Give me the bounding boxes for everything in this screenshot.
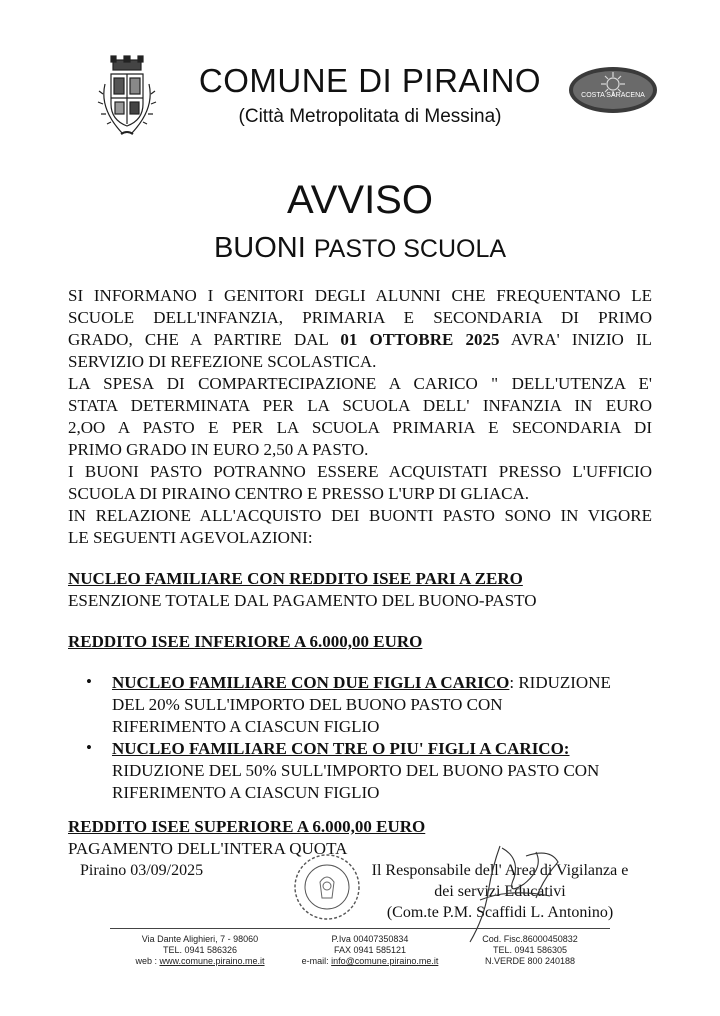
footer-tel2: TEL. 0941 586305 bbox=[492, 945, 568, 955]
bullet-icon: • bbox=[86, 738, 92, 757]
section-text-above: PAGAMENTO DELL'INTERA QUOTA bbox=[68, 839, 348, 858]
footer-address-block bbox=[115, 934, 285, 967]
notice-subtitle-b: PASTO SCUOLA bbox=[313, 235, 507, 263]
notice-subtitle bbox=[0, 232, 720, 265]
handwritten-signature-icon bbox=[440, 838, 580, 948]
footer-web-link[interactable]: www.comune.piraino.me.it bbox=[159, 956, 265, 966]
body-line: LA SPESA DI COMPARTECIPAZIONE A CARICO " DELL'UTENZA E' bbox=[68, 374, 652, 393]
body-line: 2,OO A PASTO E PER LA SCUOLA PRIMARIA E SECONDARIA DI bbox=[68, 418, 652, 437]
bullet-line: RIFERIMENTO A CIASCUN FIGLIO bbox=[112, 783, 380, 802]
footer-address: Via Dante Alighieri, 7 - 98060 bbox=[141, 934, 259, 944]
footer-contact-block bbox=[455, 934, 605, 967]
footer-tax-block bbox=[285, 934, 455, 967]
municipality-subtitle: (Città Metropolitata di Messina) bbox=[238, 106, 502, 127]
body-line: STATA DETERMINATA PER LA SCUOLA DELL' INFANZIA IN EURO bbox=[68, 396, 652, 415]
section-heading-above bbox=[68, 816, 652, 838]
body-line: SCUOLA DI PIRAINO CENTRO E PRESSO L'URP DI GLIACA. bbox=[68, 484, 529, 503]
body-line: LE SEGUENTI AGEVOLAZIONI: bbox=[68, 528, 313, 547]
bullet-line: RIDUZIONE DEL 50% SULL'IMPORTO DEL BUONO PASTO CON bbox=[112, 761, 600, 780]
bullet-line: DEL 20% SULL'IMPORTO DEL BUONO PASTO CON bbox=[112, 695, 503, 714]
signatory-name: (Com.te P.M. Scaffidi L. Antonino) bbox=[386, 904, 614, 921]
footer-email bbox=[285, 956, 455, 967]
footer-codfisc: Cod. Fisc.86000450832 bbox=[482, 934, 578, 944]
municipality-title: COMUNE DI PIRAINO bbox=[198, 62, 542, 99]
place-date: Piraino 03/09/2025 bbox=[80, 862, 204, 879]
footer-nverde: N.VERDE 800 240188 bbox=[484, 956, 576, 966]
body-line: I BUONI PASTO POTRANNO ESSERE ACQUISTATI PRESSO L'UFFICIO bbox=[68, 462, 652, 481]
start-date: 01 OTTOBRE 2025 bbox=[340, 330, 500, 349]
bullet-heading: NUCLEO FAMILIARE CON TRE O PIU' FIGLI A CARICO: bbox=[112, 739, 570, 758]
body-text: AVRA' INIZIO IL bbox=[499, 330, 652, 349]
section-heading-below bbox=[68, 631, 652, 653]
heading-text: REDDITO ISEE INFERIORE A 6.000,00 EURO bbox=[68, 632, 423, 651]
costa-saracena-logo-icon bbox=[568, 66, 658, 114]
bullet-text: : RIDUZIONE bbox=[509, 673, 611, 692]
footer-fax: FAX 0941 585121 bbox=[333, 945, 407, 955]
logo-caption: COSTA SARACENA bbox=[581, 92, 645, 99]
municipal-crest-icon bbox=[95, 54, 159, 140]
footer-piva: P.Iva 00407350834 bbox=[331, 934, 409, 944]
notice-title: AVVISO bbox=[287, 178, 433, 222]
footer-tel: TEL. 0941 586326 bbox=[162, 945, 238, 955]
footer-divider bbox=[110, 928, 610, 929]
body-line: SERVIZIO DI REFEZIONE SCOLASTICA. bbox=[68, 352, 377, 371]
heading-text: REDDITO ISEE SUPERIORE A 6.000,00 EURO bbox=[68, 817, 426, 836]
footer-email-label: e-mail: bbox=[301, 956, 332, 966]
body-line: SCUOLE DELL'INFANZIA, PRIMARIA E SECONDARIA DI PRIMO bbox=[68, 308, 652, 327]
footer-email-link[interactable]: info@comune.piraino.me.it bbox=[331, 956, 439, 966]
bullet-item bbox=[112, 738, 652, 760]
body-line bbox=[68, 329, 652, 351]
official-stamp-icon bbox=[292, 852, 362, 922]
notice-subtitle-a: BUONI bbox=[213, 232, 306, 264]
bullet-icon: • bbox=[86, 672, 92, 691]
signatory-role-line1: Il Responsabile dell' Area di Vigilanza e bbox=[371, 862, 629, 879]
heading-text: NUCLEO FAMILIARE CON REDDITO ISEE PARI A ZERO bbox=[68, 569, 523, 588]
body-line: PRIMO GRADO IN EURO 2,50 A PASTO. bbox=[68, 440, 369, 459]
body-text: GRADO, CHE A PARTIRE DAL bbox=[68, 330, 341, 349]
section-heading-zero bbox=[68, 568, 652, 590]
body-line: SI INFORMANO I GENITORI DEGLI ALUNNI CHE FREQUENTANO LE bbox=[68, 286, 652, 305]
bullet-line: RIFERIMENTO A CIASCUN FIGLIO bbox=[112, 717, 380, 736]
bullet-heading: NUCLEO FAMILIARE CON DUE FIGLI A CARICO bbox=[112, 673, 510, 692]
section-text-zero: ESENZIONE TOTALE DAL PAGAMENTO DEL BUONO-PASTO bbox=[68, 591, 537, 610]
signatory-role-line2: dei servizi Educativi bbox=[434, 883, 566, 900]
footer-web bbox=[115, 956, 285, 967]
bullet-item bbox=[112, 672, 652, 694]
footer-web-label: web : bbox=[135, 956, 160, 966]
body-line: IN RELAZIONE ALL'ACQUISTO DEI BUONTI PASTO SONO IN VIGORE bbox=[68, 506, 652, 525]
